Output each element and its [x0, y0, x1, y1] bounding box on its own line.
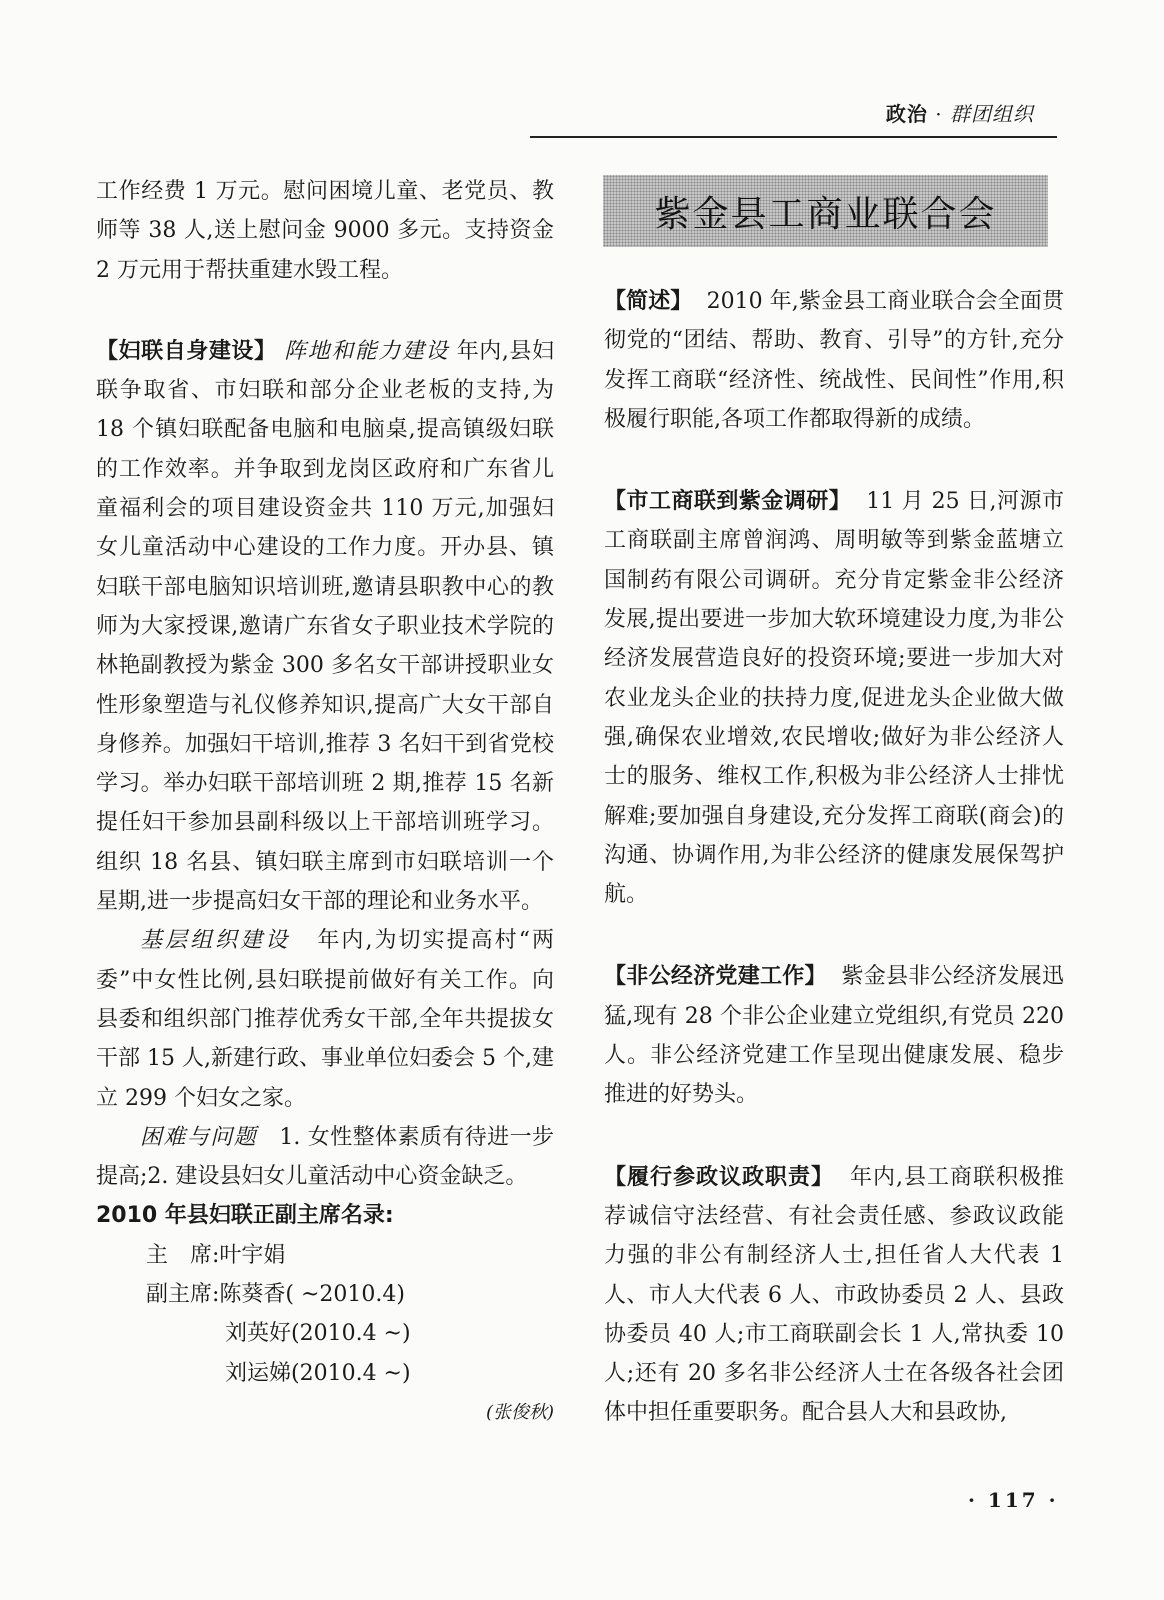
spacer [604, 914, 1064, 957]
problems-text: 1. 女性整体素质有待进一步提高;2. 建设县妇女儿童活动中心资金缺乏。 [96, 1124, 554, 1190]
roster-title [96, 1196, 554, 1235]
research-paragraph [604, 482, 1064, 914]
grassroots-paragraph [96, 921, 554, 1117]
running-header [886, 98, 1034, 127]
header-separator: · [927, 102, 950, 126]
roster-vice-chair-2: 刘英好(2010.4 ~) [225, 1321, 411, 1347]
self-build-paragraph [96, 332, 554, 921]
overview-paragraph [604, 282, 1064, 439]
problems-paragraph [96, 1118, 554, 1197]
section-title-box [603, 175, 1048, 247]
spacer [604, 439, 1064, 482]
grassroots-text: 年内,为切实提高村“两委”中女性比例,县妇联提前做好有关工作。向县委和组织部门推荐优秀女干部,全年共提拔女干部 15 人,新建行政、事业单位妇委会 5 个,建立 299 个妇女之家。 [96, 928, 554, 1111]
section-title: 紫金县工商业联合会 [654, 193, 997, 235]
duty-text: 年内,县工商联积极推荐诚信守法经营、有社会责任感、参政议政能力强的非公有制经济人士,担任省人大代表 1 人、市人大代表 6 人、市政协委员 2 人、县政协委员 40 人;市工商联副会长 1 人,常执委 10 人;还有 20 多名非公经济人士在各级各社会团体中担任重要职务。配合县人大和县政协, [604, 1164, 1064, 1426]
subheading-position: 阵地和能力建设 [284, 338, 450, 364]
roster-vice-chair-1: 副主席:陈葵香( ~2010.4) [146, 1282, 405, 1308]
duty-paragraph [604, 1158, 1064, 1433]
left-column [96, 172, 554, 1432]
spacer [96, 290, 554, 332]
overview-label: 【简述】 [604, 289, 693, 314]
duty-label: 【履行参政议政职责】 [604, 1164, 834, 1190]
roster-vice-chair-3: 刘运娣(2010.4 ~) [225, 1360, 411, 1386]
subheading-problems: 困难与问题 [140, 1124, 258, 1150]
right-column [604, 282, 1064, 1433]
roster-title-text: 2010 年县妇联正副主席名录: [96, 1203, 394, 1229]
spacer [604, 1115, 1064, 1158]
party-paragraph [604, 957, 1064, 1114]
research-text: 11 月 25 日,河源市工商联副主席曾润鸿、周明敏等到紫金蓝塘立国制药有限公司调研。充分肯定紫金非公经济发展,提出要进一步加大软环境建设力度,为非公经济发展营造良好的投资环境;要进一步加大对农业龙头企业的扶持力度,促进龙头企业做大做强,确保农业增效,农民增收;做好为非公经济人士的服务、维权工作,积极为非公经济人士排忧解难;要加强自身建设,充分发挥工商联(商会)的沟通、协调作用,为非公经济的健康发展保驾护航。 [604, 489, 1064, 908]
header-section: 群团组织 [950, 102, 1034, 126]
author-credit: (张俊秋) [485, 1401, 554, 1423]
party-text: 紫金县非公经济发展迅猛,现有 28 个非公企业建立党组织,有党员 220 人。非公经济党建工作呈现出健康发展、稳步推进的好势头。 [604, 964, 1064, 1108]
header-rule [530, 136, 1057, 138]
subheading-grassroots: 基层组织建设 [140, 928, 291, 954]
header-category: 政治 [885, 102, 928, 126]
overview-text: 2010 年,紫金县工商业联合会全面贯彻党的“团结、帮助、教育、引导”的方针,充分发挥工商联“经济性、统战性、民间性”作用,积极履行职能,各项工作都取得新的成绩。 [604, 289, 1064, 432]
roster-chair: 主 席:叶宇娟 [146, 1242, 286, 1268]
self-build-label: 【妇联自身建设】 [96, 338, 277, 364]
self-build-text: 年内,县妇联争取省、市妇联和部分企业老板的支持,为 18 个镇妇联配备电脑和电脑桌,提高镇级妇联的工作效率。并争取到龙岗区政府和广东省儿童福利会的项目建设资金共 110 万元,加强妇女儿童活动中心建设的工作力度。开办县、镇妇联干部电脑知识培训班,邀请县职教中心的教师为大家授课,邀请广东省女子职业技术学院的林艳副教授为紫金 300 多名女干部讲授职业女性形象塑造与礼仪修养知识,提高广大女干部自身修养。加强妇干培训,推荐 3 名妇干到省党校学习。举办妇联干部培训班 2 期,推荐 15 名新提任妇干参加县副科级以上干部培训班学习。组织 18 名县、镇妇联主席到市妇联培训一个星期,进一步提高妇女干部的理论和业务水平。 [96, 338, 554, 915]
party-label: 【非公经济党建工作】 [604, 964, 827, 990]
intro-paragraph: 工作经费 1 万元。慰问困境儿童、老党员、教师等 38 人,送上慰问金 9000 多元。支持资金 2 万元用于帮扶重建水毁工程。 [96, 179, 554, 283]
page-number: · 117 · [968, 1488, 1059, 1512]
research-label: 【市工商联到紫金调研】 [604, 489, 852, 515]
